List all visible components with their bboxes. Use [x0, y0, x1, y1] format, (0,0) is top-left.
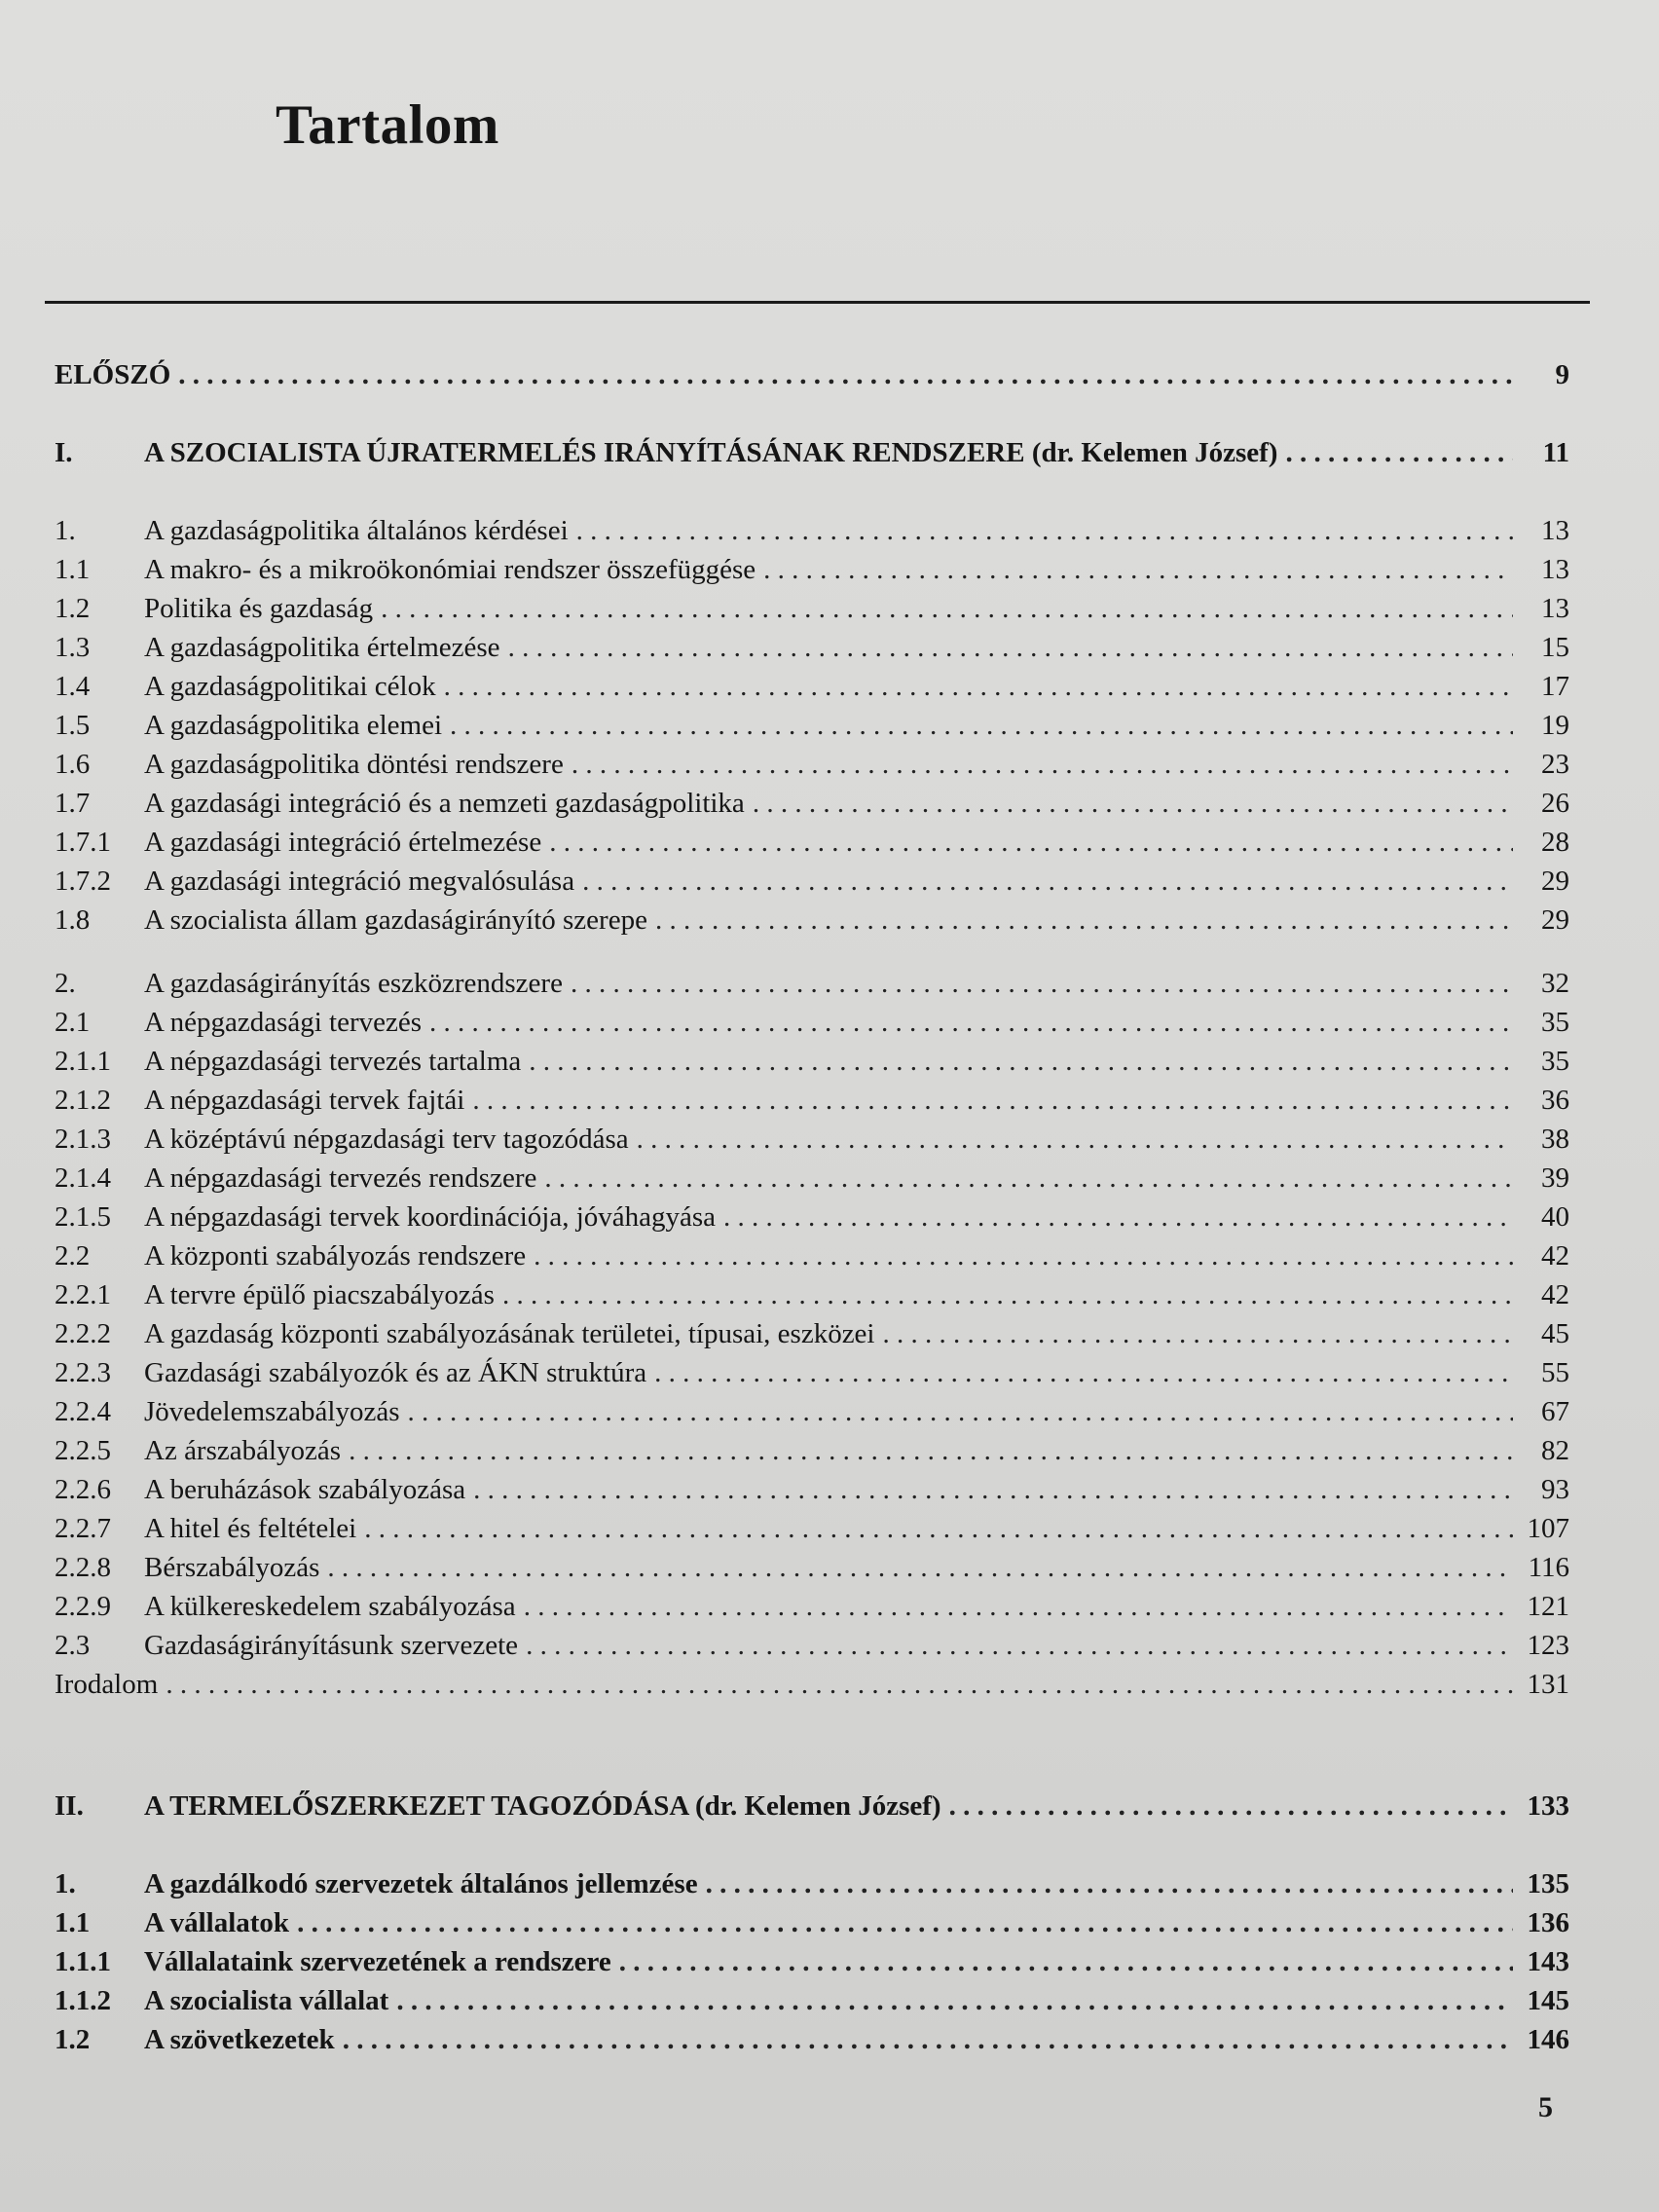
- toc-entry: [55, 1509, 1569, 1548]
- toc-entry: [55, 1353, 1569, 1392]
- dot-leader: [655, 901, 1513, 940]
- toc-entry-title: Vállalataink szervezetének a rendszere: [144, 1946, 611, 1977]
- dot-leader: [327, 1548, 1513, 1587]
- dot-leader: [343, 2020, 1513, 2059]
- dot-leader: [349, 1431, 1513, 1470]
- toc-entry-page: 45: [1541, 1318, 1569, 1349]
- toc-entry-page: 145: [1527, 1985, 1569, 2016]
- toc-entry-number: 2.1.2: [55, 1085, 111, 1116]
- toc-entry-page: 143: [1527, 1946, 1569, 1977]
- toc-entry-page: 42: [1541, 1240, 1569, 1272]
- toc-entry-title: A szocialista vállalat: [144, 1985, 389, 2016]
- title-divider: [45, 301, 1590, 304]
- toc-entry-number: 1.7.2: [55, 866, 111, 897]
- toc-entry-title: A TERMELŐSZERKEZET TAGOZÓDÁSA (dr. Kelemen József): [144, 1790, 941, 1822]
- toc-entry-page: 38: [1541, 1124, 1569, 1155]
- toc-entry: [55, 784, 1569, 823]
- toc-entry-number: 2.2.9: [55, 1591, 111, 1622]
- toc-entry-title: A vállalatok: [144, 1907, 290, 1938]
- toc-entry-number: II.: [55, 1790, 84, 1822]
- toc-entry-number: ELŐSZÓ: [55, 359, 171, 390]
- dot-leader: [408, 1392, 1513, 1431]
- toc-entry-number: 2.1.3: [55, 1124, 111, 1155]
- dot-leader: [582, 862, 1513, 901]
- toc-entry-page: 40: [1541, 1201, 1569, 1233]
- toc-entry: [55, 1626, 1569, 1665]
- toc-entry-number: 1.1: [55, 1907, 91, 1938]
- toc-entry-page: 123: [1527, 1630, 1569, 1661]
- dot-leader: [706, 1864, 1513, 1903]
- toc-entry: [55, 628, 1569, 667]
- toc-entry-page: 39: [1541, 1162, 1569, 1194]
- toc-entry: [55, 901, 1569, 940]
- dot-leader: [297, 1903, 1513, 1942]
- toc-entry: [55, 355, 1569, 394]
- toc-entry-title: A tervre épülő piacszabályozás: [144, 1279, 495, 1310]
- toc-entry: [55, 1864, 1569, 1903]
- toc-entry: [55, 1981, 1569, 2020]
- toc-entry-page: 136: [1527, 1907, 1569, 1938]
- dot-leader: [166, 1665, 1513, 1704]
- toc-entry-page: 23: [1541, 749, 1569, 780]
- toc-entry-title: A népgazdasági tervek koordinációja, jóváhagyása: [144, 1201, 717, 1233]
- toc-entry-page: 146: [1527, 2024, 1569, 2055]
- toc-entry-title: Gazdaságirányításunk szervezete: [144, 1630, 519, 1661]
- dot-leader: [637, 1120, 1513, 1159]
- toc-entry-title: A gazdaságpolitika döntési rendszere: [144, 749, 564, 780]
- toc-entry-number: 2.1.5: [55, 1201, 111, 1233]
- toc-entry-number: 1.6: [55, 749, 91, 780]
- toc-entry-number: 2.2.1: [55, 1279, 111, 1310]
- toc-entry-number: 1.7: [55, 788, 91, 819]
- dot-leader: [472, 1081, 1513, 1120]
- toc-entry-title: Gazdasági szabályozók és az ÁKN struktúra: [144, 1357, 647, 1388]
- toc-entry-title: A népgazdasági tervezés: [144, 1007, 423, 1038]
- dot-leader: [534, 1236, 1513, 1275]
- toc-entry-title: A SZOCIALISTA ÚJRATERMELÉS IRÁNYÍTÁSÁNAK RENDSZERE (dr. Kelemen József): [144, 437, 1278, 468]
- toc-entry-page: 135: [1527, 1868, 1569, 1899]
- toc-entry: [55, 1198, 1569, 1236]
- toc-entry-page: 55: [1541, 1357, 1569, 1388]
- toc-entry-page: 116: [1528, 1552, 1569, 1583]
- toc-entry-number: 1.3: [55, 632, 91, 663]
- toc-entry-number: 1.: [55, 1868, 76, 1899]
- toc-entry: [55, 2020, 1569, 2059]
- toc-entry-number: I.: [55, 437, 73, 468]
- toc-entry-page: 13: [1541, 515, 1569, 546]
- toc-entry: [55, 550, 1569, 589]
- toc-entry-number: 1.2: [55, 2024, 91, 2055]
- dot-leader: [544, 1159, 1513, 1198]
- toc-entry-page: 15: [1541, 632, 1569, 663]
- toc-entry: [55, 589, 1569, 628]
- toc-entry-number: 2.2.8: [55, 1552, 111, 1583]
- toc-entry-number: 2.: [55, 968, 76, 999]
- dot-leader: [883, 1314, 1514, 1353]
- toc-entry-title: A gazdaságpolitika elemei: [144, 710, 443, 741]
- dot-leader: [450, 706, 1513, 745]
- toc-entry-page: 35: [1541, 1046, 1569, 1077]
- dot-leader: [526, 1626, 1513, 1665]
- toc-entry-title: Politika és gazdaság: [144, 593, 374, 624]
- dot-leader: [576, 511, 1513, 550]
- toc-entry-number: 2.1.4: [55, 1162, 111, 1194]
- toc-entry: [55, 1236, 1569, 1275]
- toc-entry-page: 9: [1555, 359, 1569, 390]
- toc-entry-title: A makro- és a mikroökonómiai rendszer összefüggése: [144, 554, 756, 585]
- toc-entry: [55, 823, 1569, 862]
- toc-entry: [55, 1431, 1569, 1470]
- dot-leader: [444, 667, 1513, 706]
- dot-leader: [396, 1981, 1513, 2020]
- toc-entry: [55, 1003, 1569, 1042]
- dot-leader: [524, 1587, 1513, 1626]
- toc-entry-number: 1.: [55, 515, 76, 546]
- toc-entry-title: A középtávú népgazdasági terv tagozódása: [144, 1124, 629, 1155]
- dot-leader: [1285, 433, 1513, 472]
- toc-entry: [55, 1787, 1569, 1825]
- toc-entry-page: 13: [1541, 554, 1569, 585]
- toc-entry: [55, 1314, 1569, 1353]
- toc-entry-title: A gazdaság központi szabályozásának területei, típusai, eszközei: [144, 1318, 875, 1349]
- dot-leader: [549, 823, 1513, 862]
- toc-entry-number: 1.5: [55, 710, 91, 741]
- toc-entry-number: 2.2.5: [55, 1435, 111, 1466]
- toc-entry-number: 1.4: [55, 671, 91, 702]
- toc-entry: [55, 1159, 1569, 1198]
- toc-entry-page: 107: [1527, 1513, 1569, 1544]
- toc-entry-page: 13: [1541, 593, 1569, 624]
- toc-entry-page: 131: [1527, 1669, 1569, 1700]
- toc-entry: [55, 1470, 1569, 1509]
- toc-entry-page: 36: [1541, 1085, 1569, 1116]
- toc-entry-title: A gazdaságpolitikai célok: [144, 671, 436, 702]
- toc-entry: [55, 511, 1569, 550]
- toc-entry-title: A szövetkezetek: [144, 2024, 335, 2055]
- toc-entry-title: A gazdaságirányítás eszközrendszere: [144, 968, 563, 999]
- dot-leader: [529, 1042, 1513, 1081]
- toc-entry: [55, 1587, 1569, 1626]
- toc-entry-number: 1.7.1: [55, 827, 111, 858]
- toc-entry-title: A gazdaságpolitika értelmezése: [144, 632, 500, 663]
- toc-entry-title: Az árszabályozás: [144, 1435, 342, 1466]
- toc-entry-number: 2.1: [55, 1007, 91, 1038]
- toc-entry: [55, 1942, 1569, 1981]
- toc-entry-title: A szocialista állam gazdaságirányító szerepe: [144, 904, 647, 936]
- toc-entry: [55, 745, 1569, 784]
- toc-entry-title: A gazdasági integráció megvalósulása: [144, 866, 575, 897]
- toc-entry: [55, 1665, 1569, 1704]
- toc-entry-title: A külkereskedelem szabályozása: [144, 1591, 516, 1622]
- toc-entry-number: 1.1: [55, 554, 91, 585]
- toc-entry-page: 28: [1541, 827, 1569, 858]
- dot-leader: [571, 745, 1513, 784]
- toc-entry: [55, 964, 1569, 1003]
- toc-entry-title: A gazdálkodó szervezetek általános jellemzése: [144, 1868, 698, 1899]
- toc-entry-title: Bérszabályozás: [144, 1552, 320, 1583]
- toc-entry-title: A beruházások szabályozása: [144, 1474, 466, 1505]
- page-number: 5: [1538, 2091, 1553, 2123]
- toc-entry-page: 121: [1527, 1591, 1569, 1622]
- dot-leader: [178, 355, 1513, 394]
- dot-leader: [723, 1198, 1513, 1236]
- toc-entry-title: A népgazdasági tervezés rendszere: [144, 1162, 537, 1194]
- dot-leader: [571, 964, 1513, 1003]
- toc-entry-page: 93: [1541, 1474, 1569, 1505]
- toc-entry-number: 2.2: [55, 1240, 91, 1272]
- toc-entry-number: 2.3: [55, 1630, 91, 1661]
- toc-entry-title: A népgazdasági tervek fajtái: [144, 1085, 465, 1116]
- toc-entry: [55, 1392, 1569, 1431]
- toc-entry-page: 19: [1541, 710, 1569, 741]
- dot-leader: [381, 589, 1513, 628]
- toc-entry: [55, 433, 1569, 472]
- toc-entry-page: 29: [1541, 904, 1569, 936]
- dot-leader: [654, 1353, 1513, 1392]
- toc-entry-page: 11: [1542, 437, 1569, 468]
- toc-entry-number: 2.2.7: [55, 1513, 111, 1544]
- toc-entry: [55, 667, 1569, 706]
- toc-entry-title: A népgazdasági tervezés tartalma: [144, 1046, 522, 1077]
- dot-leader: [619, 1942, 1513, 1981]
- dot-leader: [949, 1787, 1513, 1825]
- dot-leader: [763, 550, 1513, 589]
- toc-entry: [55, 1120, 1569, 1159]
- toc-entry-page: 32: [1541, 968, 1569, 999]
- toc-entry-title: Jövedelemszabályozás: [144, 1396, 400, 1427]
- toc-entry-title: A hitel és feltételei: [144, 1513, 357, 1544]
- dot-leader: [364, 1509, 1513, 1548]
- dot-leader: [753, 784, 1513, 823]
- toc-entry-number: 2.2.3: [55, 1357, 111, 1388]
- toc-entry-title: A központi szabályozás rendszere: [144, 1240, 527, 1272]
- toc-entry-number: 2.2.2: [55, 1318, 111, 1349]
- toc-entry-title: A gazdaságpolitika általános kérdései: [144, 515, 569, 546]
- toc-entry-page: 29: [1541, 866, 1569, 897]
- toc-entry-number: 1.2: [55, 593, 91, 624]
- page-title: Tartalom: [276, 94, 499, 156]
- toc-entry-page: 42: [1541, 1279, 1569, 1310]
- toc-entry-number: 1.1.1: [55, 1946, 111, 1977]
- toc-entry-number: 2.2.4: [55, 1396, 111, 1427]
- dot-leader: [429, 1003, 1513, 1042]
- toc-entry: [55, 1081, 1569, 1120]
- toc-entry-number: 1.1.2: [55, 1985, 111, 2016]
- toc-entry-page: 26: [1541, 788, 1569, 819]
- toc-entry: [55, 706, 1569, 745]
- dot-leader: [508, 628, 1513, 667]
- toc-entry-page: 82: [1541, 1435, 1569, 1466]
- toc-entry-number: 2.2.6: [55, 1474, 111, 1505]
- toc-entry-page: 35: [1541, 1007, 1569, 1038]
- toc-entry-number: 2.1.1: [55, 1046, 111, 1077]
- toc-entry: [55, 862, 1569, 901]
- toc-entry-number: Irodalom: [55, 1669, 159, 1700]
- toc-entry: [55, 1548, 1569, 1587]
- toc-entry: [55, 1042, 1569, 1081]
- toc-entry-page: 67: [1541, 1396, 1569, 1427]
- toc-entry-number: 1.8: [55, 904, 91, 936]
- toc-entry-page: 17: [1541, 671, 1569, 702]
- toc-entry: [55, 1903, 1569, 1942]
- dot-leader: [473, 1470, 1513, 1509]
- toc-entry-page: 133: [1527, 1790, 1569, 1822]
- dot-leader: [502, 1275, 1513, 1314]
- toc-entry: [55, 1275, 1569, 1314]
- toc-entry-title: A gazdasági integráció és a nemzeti gazdaságpolitika: [144, 788, 745, 819]
- toc-entry-title: A gazdasági integráció értelmezése: [144, 827, 542, 858]
